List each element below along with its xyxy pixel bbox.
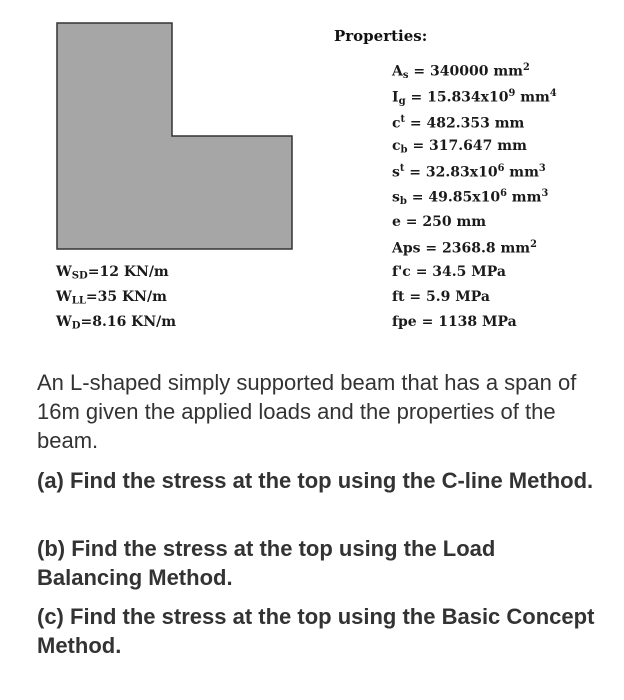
prop-inertia: $I_g = 15.834x10^9$ $mm^4$ xyxy=(392,88,557,107)
prop-eccentricity: e = 250 mm xyxy=(392,214,487,230)
prop-aps: Aps = 2368.8 $mm^2$ xyxy=(392,239,537,257)
load-wll: $W_{LL}=35$ KN/m xyxy=(56,289,167,307)
properties-title: Properties: xyxy=(334,27,428,45)
prop-fc: f'c = 34.5 MPa xyxy=(392,264,507,280)
prop-cb: $c_b = 317.647$ mm xyxy=(392,138,527,156)
question-b: (b) Find the stress at the top using the Load Balancing Method. xyxy=(37,536,496,590)
load-wsd: $W_{SD}=12$ KN/m xyxy=(56,264,169,282)
l-beam-cross-section xyxy=(56,22,296,252)
question-a: (a) Find the stress at the top using the C-line Method. xyxy=(37,468,594,493)
prop-st: $s^t = 32.83x10^6$ $mm^3$ xyxy=(392,163,546,181)
l-beam-shape xyxy=(57,23,292,249)
problem-statement: An L-shaped simply supported beam that has a span of 16m given the applied loads and the properties of the beam. xyxy=(37,370,577,453)
prop-ft: ft = 5.9 MPa xyxy=(392,289,490,305)
load-wd: $W_D=8.16$ KN/m xyxy=(56,314,177,332)
prop-ct: $c^t = 482.353$ mm xyxy=(392,114,525,132)
prop-fpe: fpe = 1138 MPa xyxy=(392,314,517,330)
prop-area: $A_s = 340000$ $mm^2$ xyxy=(392,62,530,81)
prop-sb: $s_b = 49.85x10^6$ $mm^3$ xyxy=(392,188,549,207)
question-c: (c) Find the stress at the top using the Basic Concept Method. xyxy=(37,604,595,658)
